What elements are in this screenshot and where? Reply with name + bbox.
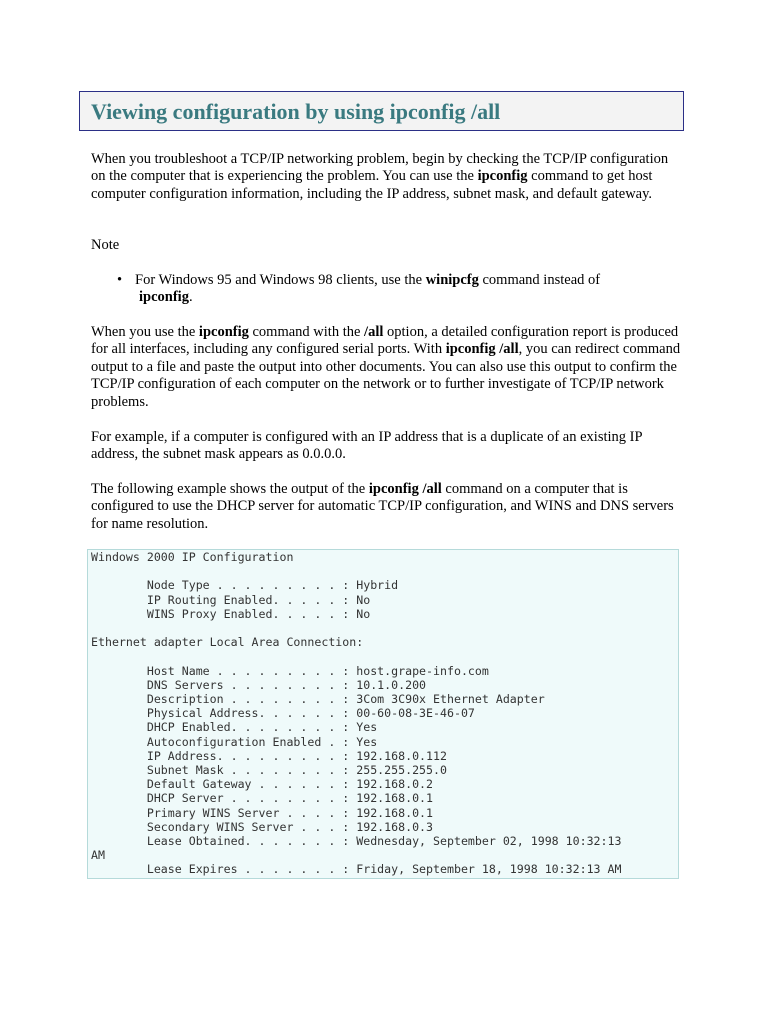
example-paragraph [91, 481, 681, 533]
bullet-line-2 [135, 289, 665, 306]
intro-bold-ipconfig: ipconfig [477, 168, 528, 185]
ipconfig-all-paragraph [91, 324, 681, 411]
title-banner [79, 91, 684, 131]
bullet-bold-ipconfig: ipconfig [139, 289, 189, 306]
bullet-text-2: command instead of [478, 272, 601, 288]
bullet-text-1: For Windows 95 and Windows 98 clients, use the [135, 272, 426, 288]
bullet-bold-winipcfg: winipcfg [425, 272, 479, 288]
para2-bold-ipconfig-all: ipconfig /all [445, 341, 519, 358]
para2-text-4: , you can redirect command output to a file and paste the output into other documents. You can also use this output to confirm the TCP/IP configuration of each computer on the network or to further investigate of TCP/IP network problems. [91, 341, 681, 410]
page-title: Viewing configuration by using ipconfig /all [91, 99, 501, 124]
code-output-box [87, 549, 679, 879]
duplicate-ip-paragraph: For example, if a computer is configured with an IP address that is a duplicate of an existing IP address, the subnet mask appears as 0.0.0.0. [91, 429, 642, 463]
para2-text-1: When you use the [91, 324, 199, 340]
bullet-text-3: . [188, 289, 193, 306]
para4-text-1: The following example shows the output of the [91, 481, 369, 497]
para4-bold-ipconfig-all: ipconfig /all [368, 481, 442, 497]
para2-bold-all: /all [364, 324, 384, 340]
para4-text-2: command on a computer that is configured to use the DHCP server for automatic TCP/IP configuration, and WINS and DNS servers for name resolution. [91, 481, 674, 532]
bullet-text [135, 272, 665, 307]
ipconfig-output: Windows 2000 IP Configuration Node Type . . . . . . . . . : Hybrid IP Routing Enabled. . . . . : No WINS Proxy Enabled. . . . . : No Ethernet adapter Local Area Connection: Host Name . . . . . . . . . : host.grape-info.com DNS Servers . . . . . . . . : 10.1.0.200 Description . . . . . . . . : 3Com 3C90x Ethernet Adapter Physical Address. . . . . . : 00-60-08-3E-46-07 DHCP Enabled. . . . . . . . : Yes Autoconfiguration Enabled . : Yes IP Address. . . . . . . . . : 192.168.0.112 Subnet Mask . . . . . . . . : 255.255.255.0 Default Gateway . . . . . . : 192.168.0.2 DHCP Server . . . . . . . . : 192.168.0.1 Primary WINS Server . . . . : 192.168.0.1 Secondary WINS Server . . . : 192.168.0.3 Lease Obtained. . . . . . . : Wednesday, September 02, 1998 10:32:13 AM Lease Expires . . . . . . . : Friday, September 18, 1998 10:32:13 AM [91, 550, 622, 877]
note-label: Note [91, 237, 120, 253]
intro-text-2: command to get host computer configuration information, including the IP address, subnet mask, and default gateway. [91, 168, 653, 202]
para2-text-3: option, a detailed configuration report is produced for all interfaces, including any configured serial ports. With [91, 324, 679, 358]
bullet-dot: • [117, 272, 123, 288]
intro-paragraph [91, 151, 681, 203]
intro-text-1: When you troubleshoot a TCP/IP networking problem, begin by checking the TCP/IP configuration on the computer that is experiencing the problem. You can use the [91, 151, 669, 185]
para2-bold-ipconfig: ipconfig [198, 324, 249, 340]
para2-text-2: command with the [248, 324, 365, 340]
